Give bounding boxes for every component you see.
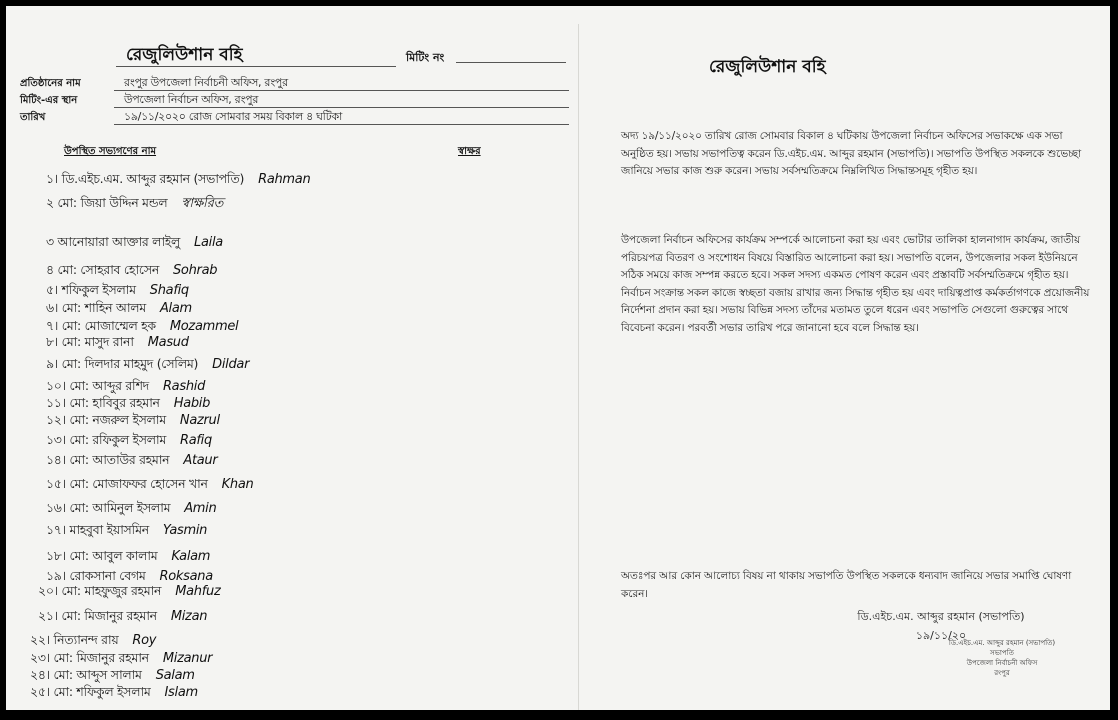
right-page (581, 6, 1110, 710)
org-name-label: প্রতিষ্ঠানের নাম (20, 78, 81, 89)
signature: Shafiq (149, 283, 189, 298)
attendee-name-header: উপস্থিত সভ্যগণের নাম (64, 146, 157, 157)
date-label: তারিখ (20, 112, 46, 123)
attendee-row: ৮। মো: মাসুদ রানা Masud (46, 334, 189, 350)
signature: Laila (194, 235, 223, 250)
left-page-title: রেজুলিউশান বহি (126, 45, 243, 65)
signature: Rahman (258, 172, 311, 187)
attendee-row: ১৮। মো: আবুল কালাম Kalam (46, 548, 211, 564)
chairman-signature-name: ডি.এইচ.এম. আব্দুর রহমান (সভাপতি) (857, 610, 1025, 623)
right-page-title: রেজুলিউশান বহি (709, 57, 826, 77)
signature: Mozammel (169, 319, 239, 334)
attendee-row: ২৪। মো: আব্দুস সালাম Salam (30, 667, 195, 683)
signature-header: স্বাক্ষর (458, 146, 481, 157)
resolution-paragraph: অদ্য ১৯/১১/২০২০ তারিখ রোজ সোমবার বিকাল ৪ ঘটিকায় উপজেলা নির্বাচন অফিসের সভাকক্ষে এক সভা অনুষ্ঠিত হয়। সভায় সভাপতিত্ব করেন ডি.এইচ.এম. আব্দুর রহমান (সভাপতি)। সভাপতি উপস্থিত সকলকে শুভেচ্ছা জানিয়ে সভার কাজ শুরু করেন। সভায় সর্বসম্মতিক্রমে নিম্নলিখিত সিদ্ধান্তসমূহ গৃহীত হয়। (621, 130, 1082, 178)
attendee-row: ২০। মো: মাহফুজুর রহমান Mahfuz (38, 583, 221, 599)
attendee-row: ১৪। মো: আতাউর রহমান Ataur (46, 452, 218, 468)
signature: Mahfuz (175, 584, 221, 599)
signature: Islam (164, 685, 198, 700)
date-value: ১৯/১১/২০২০ রোজ সোমবার সময় বিকাল ৪ ঘটিকা (124, 110, 343, 123)
attendee-row: ৩ আনোয়ারা আক্তার লাইলু Laila (46, 234, 223, 250)
attendee-row: ১৯। রোকসানা বেগম Roksana (46, 568, 213, 584)
left-page (6, 6, 581, 710)
attendee-row: ২২। নিত্যানন্দ রায় Roy (30, 632, 157, 648)
meeting-no-label: মিটিং নং (406, 51, 445, 64)
attendee-row: ৫। শফিকুল ইসলাম Shafiq (46, 282, 189, 298)
attendee-row: ১৬। মো: আমিনুল ইসলাম Amin (46, 500, 217, 516)
attendee-row: ৯। মো: দিলদার মাহমুদ (সেলিম) Dildar (46, 356, 250, 372)
official-stamp: ডি.এইচ.এম. আব্দুর রহমান (সভাপতি) সভাপতি উপজেলা নির্বাচনী অফিস রংপুর (948, 639, 1056, 677)
signature: Khan (221, 477, 254, 492)
signature: Masud (147, 335, 189, 350)
attendee-row: ২৫। মো: শফিকুল ইসলাম Islam (30, 684, 198, 700)
closing-paragraph: অতঃপর আর কোন আলোচ্য বিষয় না থাকায় সভাপতি উপস্থিত সকলকে ধন্যবাদ জানিয়ে সভার সমাপ্তি ঘোষণা করেন। (621, 570, 1072, 600)
attendee-row: ১১। মো: হাবিবুর রহমান Habib (46, 395, 211, 411)
signature: Kalam (171, 549, 211, 564)
signature: Mizanur (162, 651, 213, 666)
org-name-value: রংপুর উপজেলা নির্বাচনী অফিস, রংপুর (124, 76, 288, 89)
venue-label: মিটিং-এর স্থান (20, 95, 78, 106)
signature: Nazrul (179, 413, 220, 428)
attendee-row: ৪ মো: সোহরাব হোসেন Sohrab (46, 262, 218, 278)
signature: Alam (159, 301, 192, 316)
signature: Rafiq (179, 433, 212, 448)
signature: Yasmin (162, 523, 208, 538)
signature: Amin (184, 501, 217, 516)
signature: স্বাক্ষরিত (181, 196, 224, 211)
signature: Dildar (212, 357, 250, 372)
signature: Roy (132, 633, 157, 648)
attendee-row: ১৫। মো: মোজাফফর হোসেন খান Khan (46, 476, 254, 492)
attendee-row: ১৭। মাহবুবা ইয়াসমিন Yasmin (46, 522, 208, 538)
page-fold (578, 24, 579, 710)
signature: Mizan (170, 609, 208, 624)
chairman-signature-date: ১৯/১১/২০ (915, 629, 967, 642)
signature: Roksana (159, 569, 213, 584)
attendee-row: ২১। মো: মিজানুর রহমান Mizan (38, 608, 208, 624)
attendee-row: ১। ডি.এইচ.এম. আব্দুর রহমান (সভাপতি) Rahman (46, 171, 311, 187)
attendee-row: ২ মো: জিয়া উদ্দিন মন্ডল স্বাক্ষরিত (46, 194, 223, 215)
signature: Ataur (183, 453, 218, 468)
signature: Salam (155, 668, 195, 683)
signature: Habib (173, 396, 211, 411)
attendee-row: ১৩। মো: রফিকুল ইসলাম Rafiq (46, 432, 212, 448)
document-frame (6, 6, 1110, 710)
attendee-row: ২৩। মো: মিজানুর রহমান Mizanur (30, 650, 213, 666)
attendee-row: ৬। মো: শাহিন আলম Alam (46, 300, 192, 316)
resolution-paragraph: উপজেলা নির্বাচন অফিসের কার্যক্রম সম্পর্কে আলোচনা করা হয় এবং ভোটার তালিকা হালনাগাদ কার্যক্রম, জাতীয় পরিচয়পত্র বিতরণ ও সংশোধন বিষয়ে বিস্তারিত আলোচনা করা হয়। সভাপতি বলেন, উপজেলার সকল ইউনিয়নে সঠিক সময়ে কাজ সম্পন্ন করতে হবে। সকল সদস্য একমত পোষণ করেন এবং প্রস্তাবটি সর্বসম্মতিক্রমে গৃহীত হয়। নির্বাচন সংক্রান্ত সকল কাজে স্বচ্ছতা বজায় রাখার জন্য সিদ্ধান্ত গৃহীত হয় এবং দায়িত্বপ্রাপ্ত কর্মকর্তাগণকে প্রয়োজনীয় নির্দেশনা প্রদান করা হয়। সভায় বিভিন্ন সদস্য তাঁদের মতামত তুলে ধরেন এবং সভাপতি সেগুলো গুরুত্বের সাথে বিবেচনা করেন। পরবর্তী সভার তারিখ পরে জানানো হবে বলে সিদ্ধান্ত হয়। (621, 234, 1090, 334)
attendee-row: ১২। মো: নজরুল ইসলাম Nazrul (46, 412, 220, 428)
venue-value: উপজেলা নির্বাচন অফিস, রংপুর (124, 93, 259, 106)
signature: Sohrab (172, 263, 218, 278)
attendee-row: ১০। মো: আব্দুর রশিদ Rashid (46, 378, 206, 394)
signature: Rashid (162, 379, 206, 394)
attendee-row: ৭। মো: মোজাম্মেল হক Mozammel (46, 318, 239, 334)
